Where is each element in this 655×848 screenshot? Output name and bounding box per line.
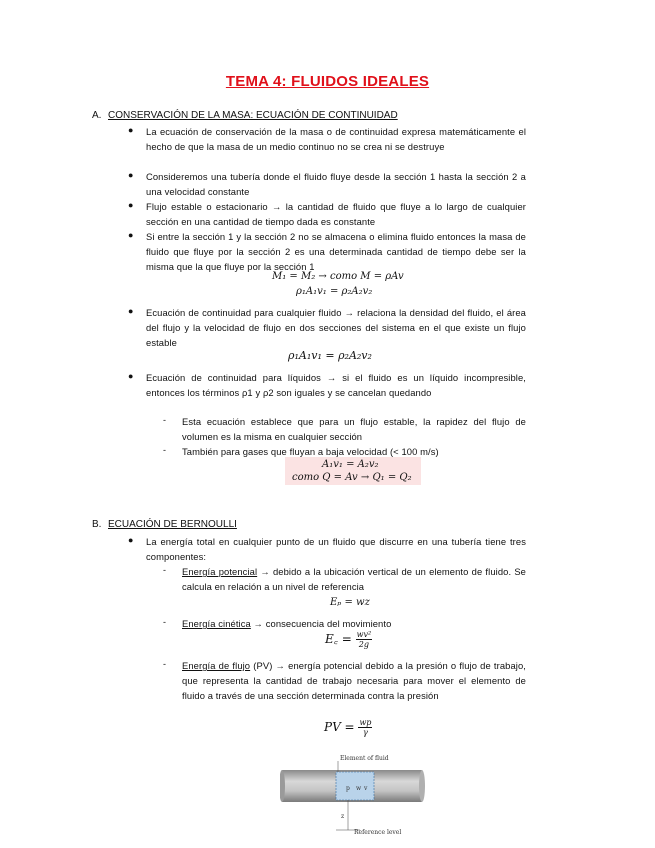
bullet-icon: ● — [128, 371, 134, 381]
text-kinetic: → consecuencia del movimiento — [250, 618, 392, 629]
section-b-title: ECUACIÓN DE BERNOULLI — [108, 519, 237, 530]
formula-flow-energy — [324, 718, 372, 737]
section-a-title: CONSERVACIÓN DE LA MASA: ECUACIÓN DE CONTINUIDAD — [108, 110, 398, 121]
bullet-icon: ● — [128, 170, 134, 180]
section-a-label: A. — [92, 110, 102, 121]
formula-kinetic-num: wv² — [356, 630, 372, 639]
a-paragraph-5: Ecuación de continuidad para cualquier fluido → relaciona la densidad del fluido, el área del flujo y la velocidad de flujo en dos secciones del sistema en el que existe un flujo estable — [146, 307, 526, 348]
fig-label-w: w — [356, 785, 362, 792]
bullet-icon: ● — [128, 230, 134, 240]
dash-marker: - — [163, 565, 166, 575]
formula-flow-lhs: PV = — [324, 720, 359, 734]
a-paragraph-6: Ecuación de continuidad para líquidos → si el fluido es un líquido incompresible, entonces los términos ρ1 y ρ2 son iguales y se cancelan quedando — [146, 372, 526, 398]
dash-marker: - — [163, 445, 166, 455]
pipe-figure — [280, 752, 440, 840]
formula-kinetic-den: 2g — [358, 640, 369, 649]
formula-flow-rate: como Q = Av → Q₁ = Q₂ — [292, 472, 412, 483]
a-paragraph-1: La ecuación de conservación de la masa o de continuidad expresa matemáticamente el hecho de que la masa de un medio continuo no se crea ni se destruye — [146, 126, 526, 152]
bullet-icon: ● — [128, 200, 134, 210]
pipe-end-right — [419, 770, 425, 802]
formula-flow-num: wp — [359, 718, 372, 727]
b-sub-flow — [182, 658, 526, 703]
bullet-icon: ● — [128, 125, 134, 135]
formula-liquid: A₁v₁ = A₂v₂ — [322, 459, 379, 470]
term-flow: Energía de flujo — [182, 660, 251, 671]
fluid-element — [336, 772, 374, 800]
dash-marker: - — [163, 617, 166, 627]
fig-label-element: Element of fluid — [340, 755, 389, 762]
page-title: TEMA 4: FLUIDOS IDEALES — [225, 73, 430, 90]
formula-mass: M₁ = M₂ → como M = ρAv — [272, 271, 404, 282]
bullet-icon: ● — [128, 306, 134, 316]
formula-continuity: ρ₁A₁v₁ = ρ₂A₂v₂ — [296, 286, 373, 297]
dash-marker: - — [163, 415, 166, 425]
section-b-label: B. — [92, 519, 102, 530]
formula-potential: Eₚ = wz — [330, 597, 370, 608]
fig-label-reference: Reference level — [354, 829, 402, 836]
section-a-heading — [92, 110, 398, 121]
fig-label-p: p — [346, 785, 350, 792]
formula-kinetic — [325, 630, 372, 649]
a-sub-1: Esta ecuación establece que para un flujo estable, la rapidez del flujo de volumen es la misma en cualquier sección — [182, 416, 526, 442]
a-paragraph-4: Si entre la sección 1 y la sección 2 no se almacena o elimina fluido entonces la masa de fluido que fluye por la sección 2 es una determinada cantidad de tiempo debe ser la misma que la que fluye por la sección 1 — [146, 231, 526, 272]
dash-marker: - — [163, 659, 166, 669]
section-b-heading — [92, 519, 237, 530]
term-potential: Energía potencial — [182, 566, 258, 577]
formula-flow-den: γ — [363, 728, 368, 737]
fig-label-v: v — [364, 785, 368, 792]
term-kinetic: Energía cinética — [182, 618, 251, 629]
fig-label-z: z — [341, 813, 345, 820]
a-paragraph-3: Flujo estable o estacionario → la cantidad de fluido que fluye a lo largo de cualquier sección en una cantidad de tiempo dada es constante — [146, 201, 526, 227]
a-sub-2: También para gases que fluyan a baja velocidad (< 100 m/s) — [182, 446, 439, 457]
b-sub-kinetic — [182, 616, 526, 631]
text-flow: (PV) → energía potencial debido a la presión o flujo de trabajo, que representa la cantidad de trabajo necesaria para mover el elemento de fluido a través de una sección determinada contra la presión — [182, 660, 526, 701]
formula-kinetic-lhs: E꜀ = — [325, 632, 356, 646]
bullet-icon: ● — [128, 535, 134, 545]
text-potential: → debido a la ubicación vertical de un elemento de fluido. Se calcula en relación a un nivel de referencia — [182, 566, 527, 592]
b-sub-potential — [182, 564, 526, 594]
b-paragraph-1: La energía total en cualquier punto de un fluido que discurre en una tubería tiene tres componentes: — [146, 536, 526, 562]
formula-continuity-general: ρ₁A₁v₁ = ρ₂A₂v₂ — [288, 349, 372, 362]
a-paragraph-2: Consideremos una tubería donde el fluido fluye desde la sección 1 hasta la sección 2 a una velocidad constante — [146, 171, 526, 197]
